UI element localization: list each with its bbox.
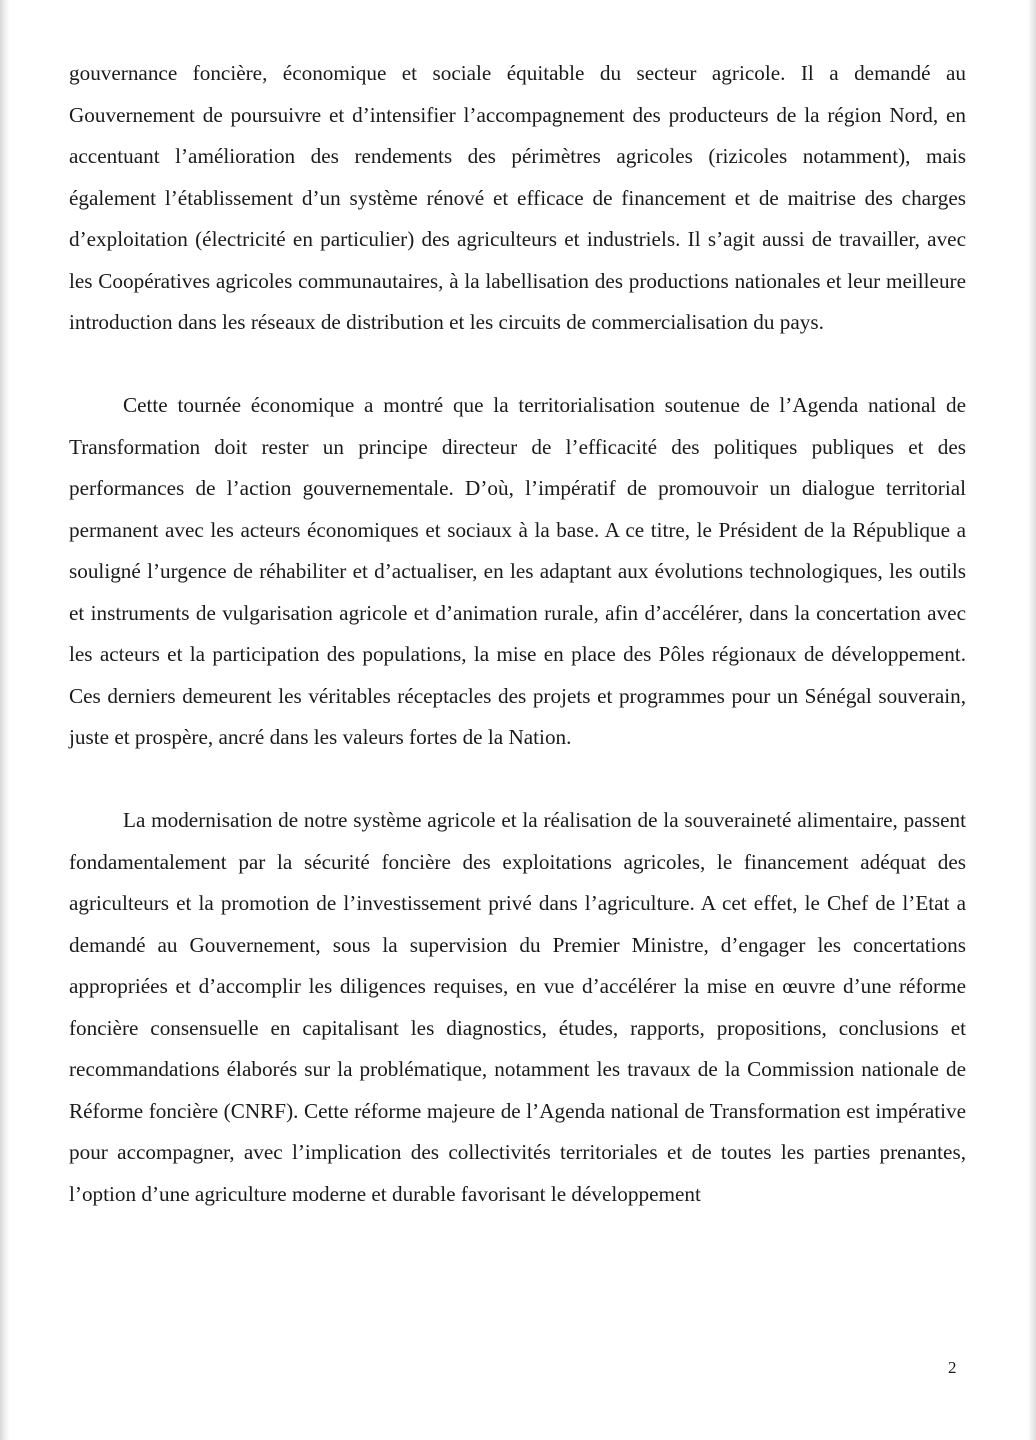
scan-right-edge-shadow (1028, 0, 1036, 1440)
paragraph-reforme-fonciere: La modernisation de notre système agricole et la réalisation de la souveraineté alimentaire, passent fondamentalement par la sécurité foncière des exploitations agricoles, le financement adéquat des agriculteurs et la promotion de l’investissement privé dans l’agriculture. A cet effet, le Chef de l’Etat a demandé au Gouvernement, sous la supervision du Premier Ministre, d’engager les concertations appropriées et d’accomplir les diligences requises, en vue d’accélérer la mise en œuvre d’une réforme foncière consensuelle en capitalisant les diagnostics, études, rapports, propositions, conclusions et recommandations élaborés sur la problématique, notamment les travaux de la Commission nationale de Réforme foncière (CNRF). Cette réforme majeure de l’Agenda national de Transformation est impérative pour accompagner, avec l’implication des collectivités territoriales et de toutes les parties prenantes, l’option d’une agriculture moderne et durable favorisant le développement (69, 808, 966, 1206)
scan-left-edge-shadow (0, 0, 10, 1440)
page-number: 2 (948, 1358, 957, 1377)
document-body (69, 53, 966, 1215)
paragraph-territorialisation: Cette tournée économique a montré que la territorialisation soutenue de l’Agenda national de Transformation doit rester un principe directeur de l’efficacité des politiques publiques et des performances de l’action gouvernementale. D’où, l’impératif de promouvoir un dialogue territorial permanent avec les acteurs économiques et sociaux à la base. A ce titre, le Président de la République a souligné l’urgence de réhabiliter et d’actualiser, en les adaptant aux évolutions technologiques, les outils et instruments de vulgarisation agricole et d’animation rurale, afin d’accélérer, dans la concertation avec les acteurs et la participation des populations, la mise en place des Pôles régionaux de développement. Ces derniers demeurent les véritables réceptacles des projets et programmes pour un Sénégal souverain, juste et prospère, ancré dans les valeurs fortes de la Nation. (69, 393, 966, 749)
paragraph-continuation: gouvernance foncière, économique et sociale équitable du secteur agricole. Il a demandé au Gouvernement de poursuivre et d’intensifier l’accompagnement des producteurs de la région Nord, en accentuant l’amélioration des rendements des périmètres agricoles (rizicoles notamment), mais également l’établissement d’un système rénové et efficace de financement et de maitrise des charges d’exploitation (électricité en particulier) des agriculteurs et industriels. Il s’agit aussi de travailler, avec les Coopératives agricoles communautaires, à la labellisation des productions nationales et leur meilleure introduction dans les réseaux de distribution et les circuits de commercialisation du pays. (69, 61, 966, 334)
